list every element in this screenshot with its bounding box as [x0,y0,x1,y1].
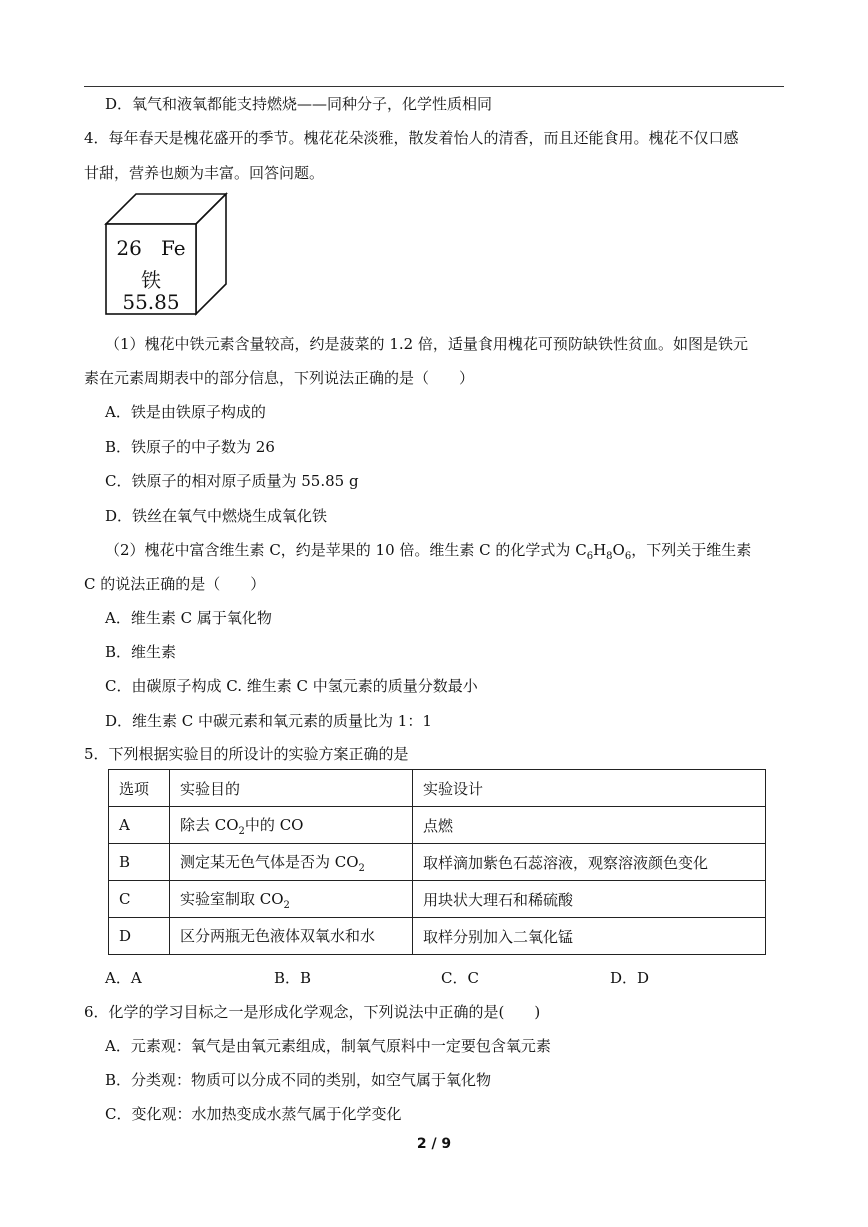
row-purpose: 实验室制取 $CO_2$ [170,881,413,918]
q6-option-c: C．变化观：水加热变成水蒸气属于化学变化 [105,1105,402,1123]
table-header-row [109,770,766,807]
q4-sub2-option-c: C．由碳原子构成 C. 维生素 C 中氢元素的质量分数最小 [105,677,478,695]
header-rule [84,86,784,87]
row-purpose: 测定某无色气体是否为 $CO_2$ [170,844,413,881]
q4-sub1-option-b: B．铁原子的中子数为 26 [105,438,275,456]
table-row [109,844,766,881]
q4-stem-line2: 甘甜，营养也颇为丰富。回答问题。 [84,164,325,182]
header-design: 实验设计 [413,770,766,807]
element-symbol: Fe [160,236,186,260]
row-purpose: 除去 $CO_2$中的 CO [170,807,413,844]
q4-sub2-option-d: D．维生素 C 中碳元素和氧元素的质量比为 1：1 [105,712,432,730]
q4-sub1-option-d: D．铁丝在氧气中燃烧生成氧化铁 [105,507,328,525]
q4-stem-line1: 4．每年春天是槐花盛开的季节。槐花花朵淡雅，散发着怡人的清香，而且还能食用。槐花不仅口感 [84,129,739,147]
q5-option-c: C．C [441,969,479,987]
q4-sub2-option-a: A．维生素 C 属于氧化物 [105,609,272,627]
table-row [109,807,766,844]
experiment-table [108,769,766,955]
row-design: 取样分别加入二氧化锰 [413,918,766,955]
row-design: 点燃 [413,807,766,844]
q5-option-a: A．A [105,969,142,987]
table-row [109,918,766,955]
q4-sub1-option-c: C．铁原子的相对原子质量为 55.85 g [105,472,359,490]
q5-stem: 5．下列根据实验目的所设计的实验方案正确的是 [84,745,409,763]
q6-stem: 6．化学的学习目标之一是形成化学观念，下列说法中正确的是( ) [84,1003,541,1021]
row-purpose: 区分两瓶无色液体双氧水和水 [170,918,413,955]
element-number-symbol [108,236,194,260]
formula-h: H [593,541,607,559]
q5-option-b: B．B [274,969,312,987]
table-row [109,881,766,918]
page-number: 2 / 9 [416,1136,452,1152]
q4-sub2-text-b: ，下列关于维生素 [631,541,752,559]
row-design: 用块状大理石和稀硫酸 [413,881,766,918]
element-card-fe [104,192,230,322]
element-mass: 55.85 [122,290,180,314]
element-name: 铁 [141,268,161,292]
q6-option-b: B．分类观：物质可以分成不同的类别，如空气属于氧化物 [105,1071,492,1089]
q3-option-d: D．氧气和液氧都能支持燃烧——同种分子，化学性质相同 [105,95,493,113]
q6-option-a: A．元素观：氧气是由氧元素组成，制氧气原料中一定要包含氧元素 [105,1037,551,1055]
q4-sub1-line1: （1）槐花中铁元素含量较高，约是菠菜的 1.2 倍，适量食用槐花可预防缺铁性贫血。如图是铁元 [105,335,748,353]
q4-sub2-line1 [105,540,751,567]
q4-sub2-text-a: （2）槐花中富含维生素 C，约是苹果的 10 倍。维生素 C 的化学式为 C [105,541,587,559]
row-option: D [109,918,170,955]
formula-sub-c: 6 [586,551,594,562]
row-option: B [109,844,170,881]
formula-sub-o: 6 [624,551,632,562]
row-option: C [109,881,170,918]
formula-o: O [612,541,625,559]
element-number: 26 [116,236,142,260]
q4-sub1-line2: 素在元素周期表中的部分信息，下列说法正确的是（ ） [84,369,475,387]
header-purpose: 实验目的 [170,770,413,807]
row-design: 取样滴加紫色石蕊溶液，观察溶液颜色变化 [413,844,766,881]
header-option: 选项 [109,770,170,807]
q4-sub1-option-a: A．铁是由铁原子构成的 [105,403,266,421]
q4-sub2-line2: C 的说法正确的是（ ） [84,575,266,593]
q5-option-d: D．D [610,969,650,987]
q4-sub2-option-b: B．维生素 [105,643,177,661]
row-option: A [109,807,170,844]
formula-sub-h: 8 [606,551,613,562]
